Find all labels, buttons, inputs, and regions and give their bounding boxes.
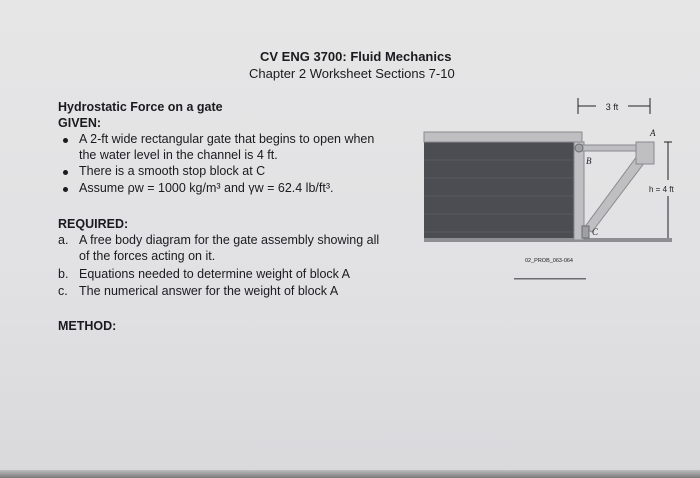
required-marker-a: a. [58,233,69,247]
channel-top [424,132,582,142]
given-item-3: Assume ρw = 1000 kg/m³ and γw = 62.4 lb/ft³. [79,181,334,195]
given-heading: GIVEN: [58,116,102,130]
required-heading: REQUIRED: [58,217,129,231]
required-marker-c: c. [58,284,68,298]
given-item-1-line-1: A 2-ft wide rectangular gate that begins to open when [79,132,375,146]
required-marker-b: b. [58,267,69,281]
block-a [636,142,654,164]
course-title: CV ENG 3700: Fluid Mechanics [260,49,452,64]
figure-code: 02_PROB_063-064 [524,258,574,264]
label-c: C [592,227,599,237]
dim-width-label: 3 ft [605,102,619,112]
stop-block-c [582,226,589,238]
paper-bottom-edge [0,470,700,478]
given-item-1-line-2: the water level in the channel is 4 ft. [79,148,278,162]
gate-plate [574,142,584,240]
required-item-b: Equations needed to determine weight of block A [79,267,351,281]
worksheet-subtitle: Chapter 2 Worksheet Sections 7-10 [249,66,455,81]
required-item-a-line-2: of the forces acting on it. [79,249,216,263]
problem-title: Hydrostatic Force on a gate [58,100,223,114]
required-item-a-line-1: A free body diagram for the gate assembly showing all [79,233,380,247]
bullet-dot [63,138,68,143]
dim-height-label: h = 4 ft [649,185,674,194]
hinge-b [575,144,583,152]
gate-figure [422,92,692,287]
required-item-c: The numerical answer for the weight of block A [79,284,339,298]
bullet-dot [63,170,68,175]
bullet-dot [63,187,68,192]
channel-floor [424,238,672,242]
figure-credit-line [514,278,586,280]
label-a: A [650,128,656,138]
method-heading: METHOD: [58,319,117,333]
label-b: B [586,156,592,166]
given-item-2: There is a smooth stop block at C [79,164,266,178]
water-region [424,142,576,240]
